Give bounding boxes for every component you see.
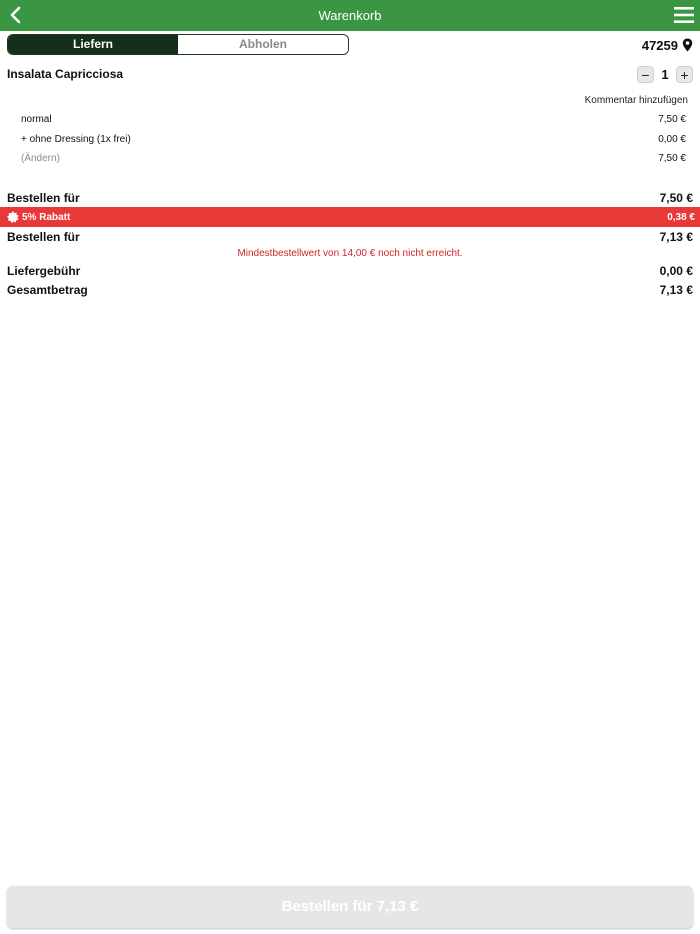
tab-liefern[interactable]: Liefern — [8, 35, 178, 54]
map-pin-icon — [682, 38, 693, 52]
location-selector[interactable] — [642, 36, 693, 54]
decrease-quantity-button[interactable]: − — [637, 66, 654, 83]
subtotal-row — [7, 190, 693, 206]
tab-abholen[interactable]: Abholen — [178, 35, 348, 54]
grand-total-label: Gesamtbetrag — [7, 283, 88, 297]
top-bar — [0, 0, 700, 31]
increase-quantity-button[interactable]: + — [676, 66, 693, 83]
grand-total-value: 7,13 € — [659, 283, 693, 297]
zip-code: 47259 — [641, 37, 678, 53]
discount-row — [0, 207, 700, 227]
discount-value: 0,38 € — [667, 211, 695, 223]
item-total-price: 7,50 € — [658, 153, 686, 164]
hamburger-menu-icon[interactable] — [674, 6, 694, 24]
badge-star-icon — [7, 211, 19, 223]
subtotal-label: Bestellen für — [7, 191, 80, 205]
discounted-total-value: 7,13 € — [659, 230, 693, 244]
change-item-link[interactable]: (Ändern) — [21, 153, 60, 164]
order-button[interactable]: Bestellen für 7,13 € — [7, 886, 693, 928]
item-option-line — [21, 114, 686, 128]
option-label: + ohne Dressing (1x frei) — [21, 134, 131, 145]
option-label: normal — [21, 114, 52, 125]
discount-label: 5% Rabatt — [22, 211, 71, 223]
discounted-total-row — [7, 229, 693, 245]
delivery-mode-toggle — [7, 34, 349, 55]
discounted-total-label: Bestellen für — [7, 230, 80, 244]
delivery-fee-label: Liefergebühr — [7, 264, 81, 278]
item-option-line — [21, 134, 686, 148]
quantity-stepper — [637, 66, 693, 83]
option-price: 0,00 € — [658, 134, 686, 145]
minimum-order-warning: Mindestbestellwert von 14,00 € noch nicht erreicht. — [237, 248, 463, 259]
item-option-line — [21, 153, 686, 167]
subtotal-value: 7,50 € — [659, 191, 693, 205]
quantity-value: 1 — [661, 67, 669, 82]
add-comment-link[interactable]: Kommentar hinzufügen — [584, 95, 688, 106]
page-title: Warenkorb — [318, 8, 382, 23]
option-price: 7,50 € — [658, 114, 686, 125]
delivery-fee-row — [7, 263, 693, 279]
delivery-fee-value: 0,00 € — [659, 264, 693, 278]
item-name: Insalata Capricciosa — [7, 67, 124, 81]
grand-total-row — [7, 282, 693, 298]
